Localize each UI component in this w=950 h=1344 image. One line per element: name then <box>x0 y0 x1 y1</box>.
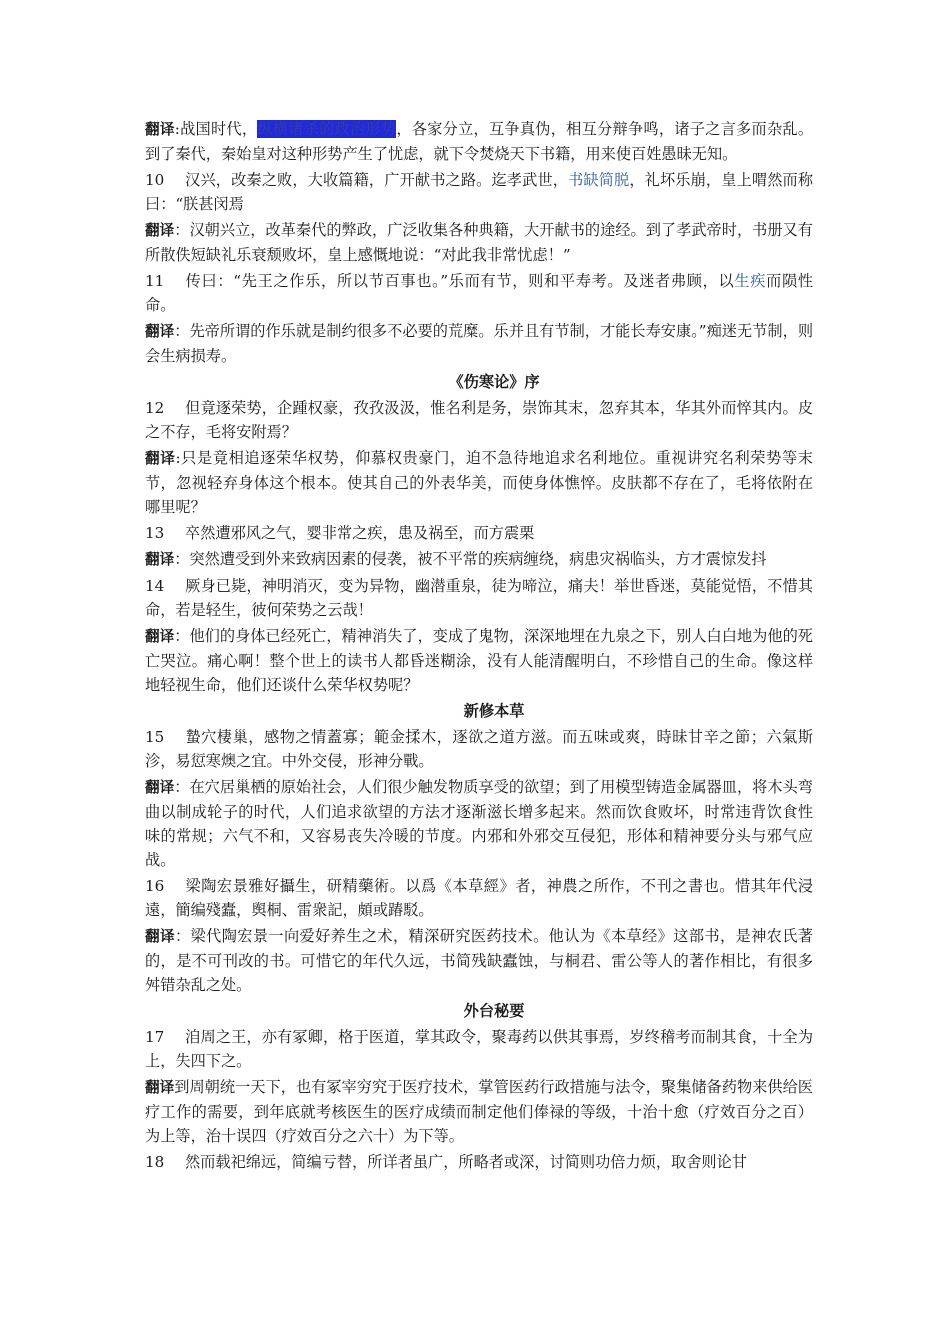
original-text: 梁陶宏景雅好攝生，研精藥術。以爲《本草經》者，神農之所作，不刊之書也。惜其年代浸遠，簡编殘蠹，舆桐、雷衆記，頗或踳駁。 <box>145 877 813 919</box>
linked-text[interactable]: 生疾 <box>734 272 767 290</box>
text-segment: 汉兴，改秦之败，大收篇籍，广开献书之路。迄孝武世， <box>185 171 569 189</box>
translation-text: 突然遭受到外来致病因素的侵袭，被不平常的疾病缠绕，病患灾祸临头，方才震惊发抖 <box>189 550 767 568</box>
original-paragraph-18 <box>145 1150 813 1174</box>
label-colon: ： <box>174 322 190 340</box>
original-paragraph-17 <box>145 1025 813 1073</box>
text-segment: 传曰：“先王之作乐，所以节百事也。”乐而有节，则和平寿考。及迷者弗顾，以 <box>185 272 735 290</box>
translation-text: 他们的身体已经死亡，精神消失了，变成了鬼物，深深地埋在九泉之下，别人白白地为他的死亡哭泣。痛心啊！整个世上的读书人都昏迷糊涂，没有人能清醒明白，不珍惜自己的生命。像这样地轻视生命，他们还谈什么荣华权势呢？ <box>145 627 813 694</box>
original-text: 蟄穴棲巢，感物之情蓋寡；範金揉木，逐欲之道方滋。而五味或爽，時昧甘辛之節；六氣斯沴，易愆寒燠之宜。中外交侵，形神分戰。 <box>145 728 813 770</box>
original-paragraph-16 <box>145 874 813 922</box>
original-text: 洎周之王，亦有冢卿，格于医道，掌其政令，聚毒药以供其事焉，岁终稽考而制其食，十全为上，失四下之。 <box>145 1028 813 1070</box>
original-paragraph-14 <box>145 574 813 622</box>
translation-text: 在穴居巢栖的原始社会，人们很少触发物质享受的欲望；到了用模型铸造金属器皿，将木头弯曲以制成轮子的时代，人们追求欲望的方法才逐渐滋长增多起来。然而饮食败坏，时常违背饮食性味的常规；六气不和，又容易丧失冷暖的节度。内邪和外邪交互侵犯，形体和精神要分头与邪气应战。 <box>145 778 813 869</box>
translation-label: 翻译 <box>145 928 175 945</box>
translation-paragraph <box>145 218 813 267</box>
original-text: 卒然遭邪风之气，婴非常之疾，患及祸至，而方震栗 <box>185 524 535 542</box>
translation-paragraph <box>145 319 813 368</box>
text-segment: 战国时代， <box>179 120 258 138</box>
translation-paragraph <box>145 624 813 697</box>
label-colon: ： <box>174 927 191 945</box>
original-text: 然而载祀绵远，简编亏替，所详者虽广，所略者或深，讨简则功倍力烦，取舍则论甘 <box>185 1153 747 1171</box>
label-colon: ： <box>174 778 190 796</box>
document-page <box>145 117 813 1176</box>
translation-paragraph <box>145 117 813 166</box>
original-paragraph-10 <box>145 168 813 216</box>
paragraph-number: 11 <box>145 272 165 290</box>
label-colon: : <box>174 120 180 138</box>
translation-paragraph <box>145 924 813 997</box>
translation-label: 翻译 <box>145 323 175 340</box>
paragraph-number: 10 <box>145 171 165 189</box>
section-heading: 新修本草 <box>463 702 525 720</box>
translation-text: 只是竟相追逐荣华权势，仰慕权贵豪门，迫不急待地追求名利地位。重视讲究名利荣势等末节，忽视轻弃身体这个根本。使其自己的外表华美，而使身体憔悴。皮肤都不存在了，毛将依附在哪里呢？ <box>145 449 813 516</box>
label-colon: ： <box>174 221 190 239</box>
translation-label: 翻译 <box>145 779 175 796</box>
translation-paragraph <box>145 547 813 572</box>
translation-text: 汉朝兴立，改革秦代的弊政，广泛收集各种典籍，大开献书的途经。到了孝武帝时，书册又有所散佚短缺礼乐衰颓败坏，皇上感慨地说：“对此我非常忧虑！” <box>145 221 813 264</box>
translation-label: 翻译 <box>145 551 175 568</box>
paragraph-number: 16 <box>145 877 165 895</box>
original-paragraph-13 <box>145 521 813 545</box>
original-paragraph-12 <box>145 396 813 444</box>
text-segment: ，各家分立，互争真伪，相互分辩争鸣，诸子之言多而杂乱。到了秦代，秦始皇对这种形势产生了忧虑，就下令焚烧天下书籍，用来使百姓愚昧无知。 <box>145 120 814 163</box>
paragraph-number: 12 <box>145 399 165 417</box>
paragraph-number: 18 <box>145 1153 165 1171</box>
translation-label: 翻译 <box>145 450 176 467</box>
paragraph-number: 14 <box>145 577 165 595</box>
section-heading: 外台秘要 <box>463 1002 525 1020</box>
translation-label: 翻译 <box>145 121 175 138</box>
paragraph-number: 15 <box>145 728 165 746</box>
translation-paragraph <box>145 446 813 519</box>
translation-label: 翻译 <box>145 222 175 239</box>
label-colon: ： <box>174 627 190 645</box>
translation-paragraph <box>145 1075 813 1148</box>
paragraph-number: 13 <box>145 524 165 542</box>
original-paragraph-11 <box>145 269 813 317</box>
linked-text[interactable]: 书缺简脱 <box>568 171 630 189</box>
translation-paragraph <box>145 775 813 872</box>
translation-label: 翻译 <box>145 1079 175 1096</box>
original-text: 但竟逐荣势，企踵权豪，孜孜汲汲，惟名利是务，崇饰其末，忽弃其本，华其外而悴其内。皮之不存，毛将安附焉？ <box>145 399 813 441</box>
label-colon: ： <box>174 550 190 568</box>
translation-text: 到周朝统一天下，也有冢宰穷究于医疗技术，掌管医药行政措施与法令，聚集储备药物来供给医疗工作的需要，到年底就考核医生的医疗成绩而制定他们俸禄的等级，十治十愈（疗效百分之百）为上等，治十误四（疗效百分之六十）为下等。 <box>145 1078 813 1145</box>
translation-label: 翻译 <box>145 628 175 645</box>
text-segment: ，礼坏乐崩，皇上喟然而称曰：“朕甚闵焉 <box>145 171 814 213</box>
text-segment: 而陨性命。 <box>145 272 814 314</box>
original-paragraph-15 <box>145 725 813 773</box>
translation-text: 梁代陶宏景一向爱好养生之术，精深研究医药技术。他认为《本草经》这部书，是神农氏著的，是不可刊改的书。可惜它的年代久远，书简残缺蠹蚀，与桐君、雷公等人的著作相比，有很多舛错杂乱之处。 <box>145 927 814 994</box>
translation-text: 先帝所谓的作乐就是制约很多不必要的荒糜。乐并且有节制，才能长寿安康。”痴迷无节制，则会生病损寿。 <box>145 322 814 365</box>
paragraph-number: 17 <box>145 1028 165 1046</box>
label-colon: : <box>175 449 181 467</box>
original-text: 厥身已毙，神明消灭，变为异物，幽潜重泉，徒为啼泣，痛夫！举世昏迷，莫能觉悟，不惜其命，若是轻生，彼何荣势之云哉！ <box>145 577 813 619</box>
highlighted-text[interactable]: 纵横诸杀的政治形势 <box>257 120 397 138</box>
section-heading: 《伤寒论》序 <box>448 373 540 391</box>
